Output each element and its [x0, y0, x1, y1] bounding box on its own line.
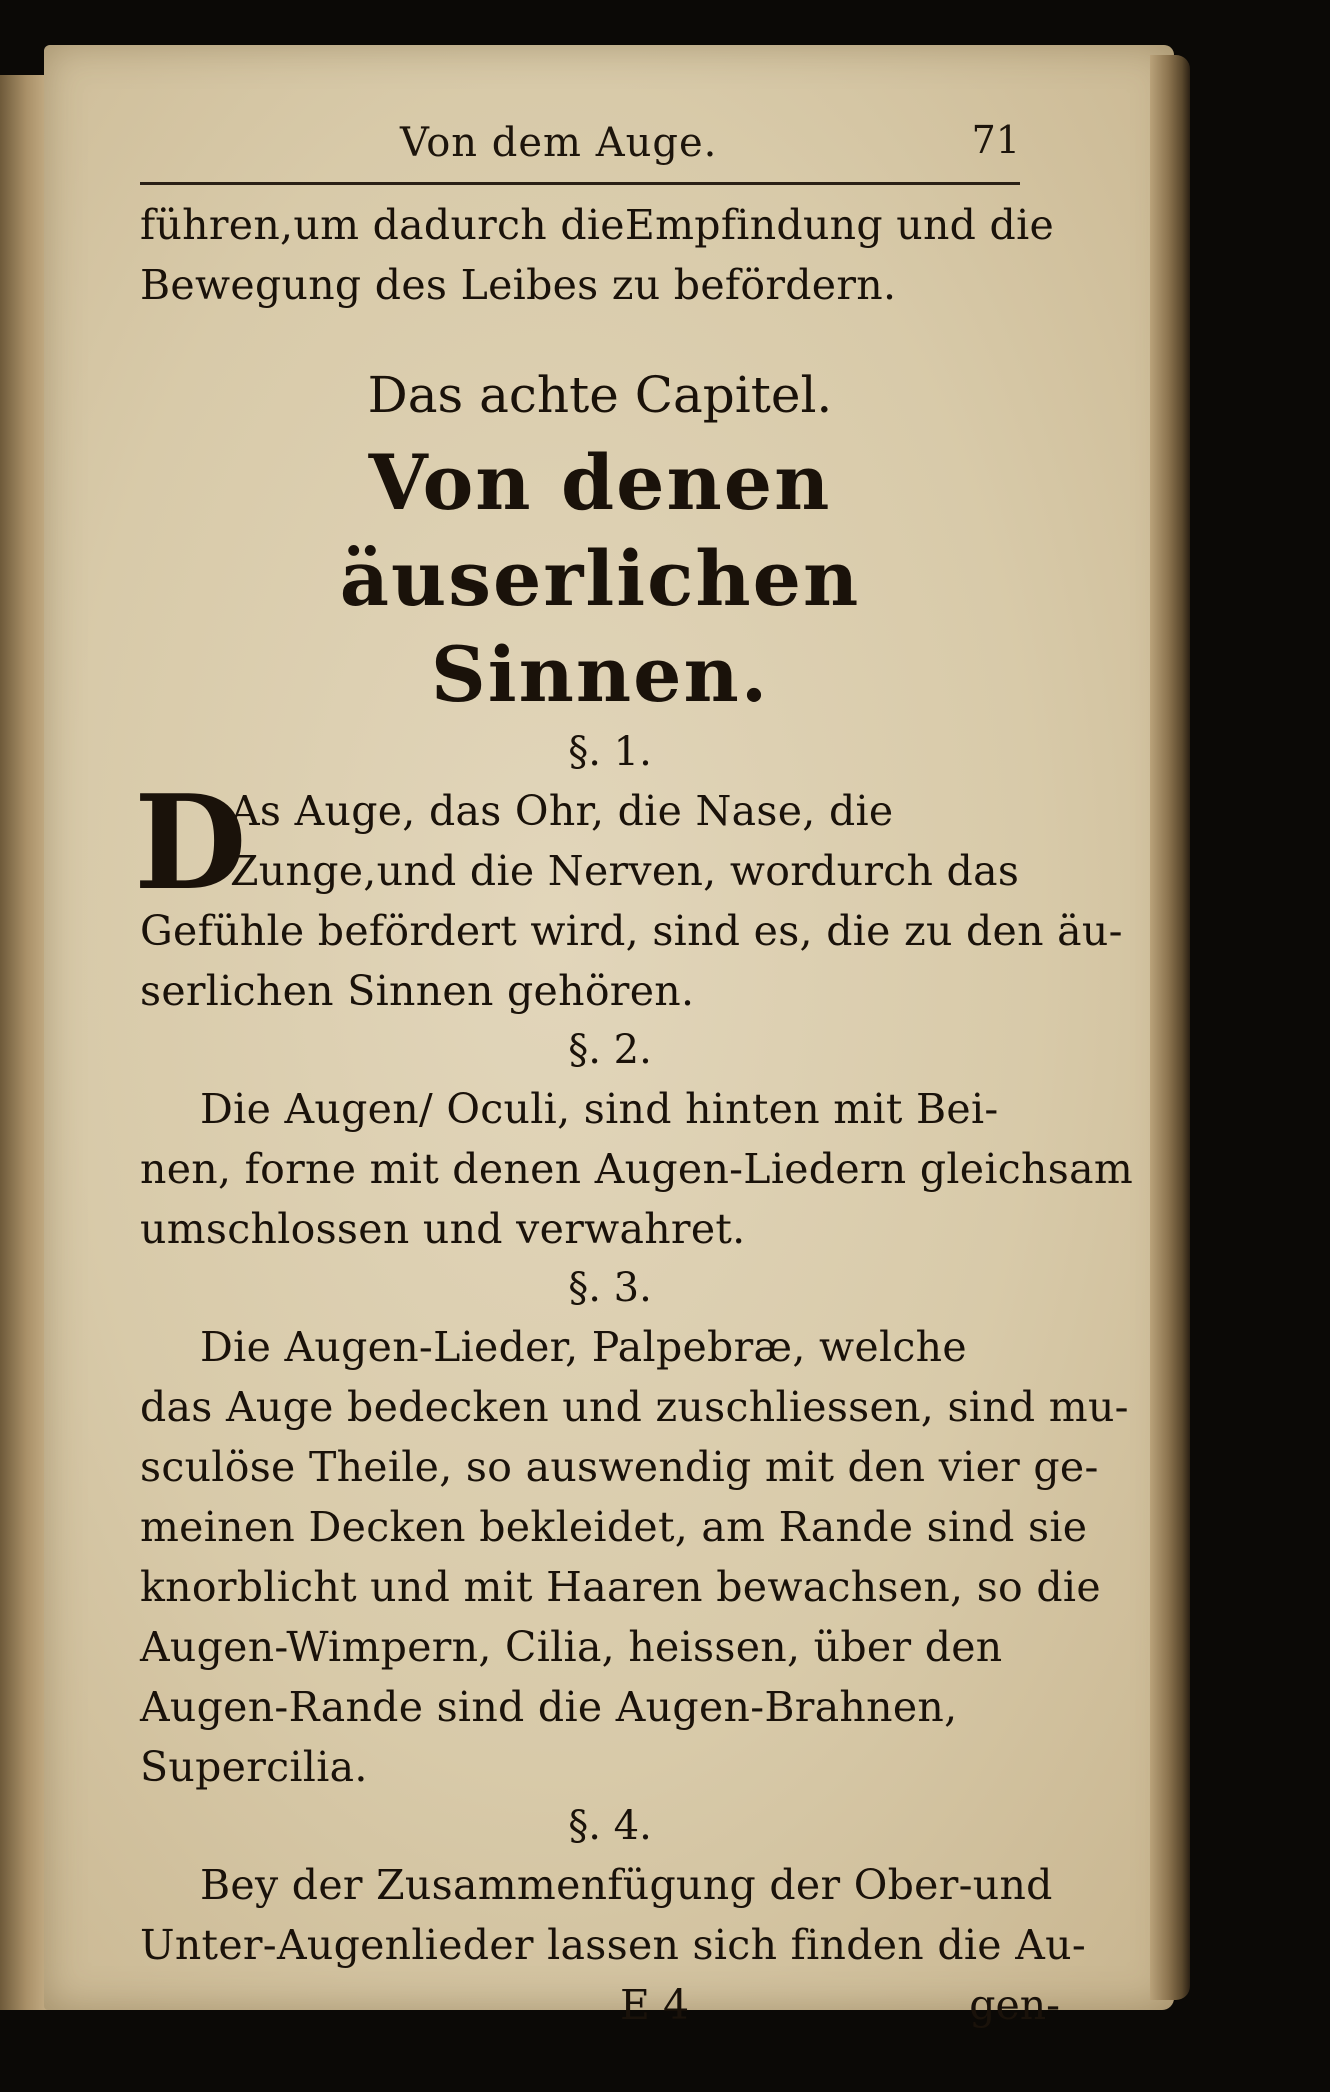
- text-line: nen, forne mit denen Augen-Liedern gleichsam: [140, 1145, 1134, 1193]
- text-line: sculöse Theile, so auswendig mit den vier ge-: [140, 1443, 1099, 1491]
- text-line: knorblicht und mit Haaren bewachsen, so die: [140, 1563, 1101, 1611]
- text-line: Augen-Wimpern, Cilia, heissen, über den: [140, 1623, 1003, 1671]
- text-line: Die Augen-Lieder, Palpebræ, welche: [200, 1323, 967, 1371]
- text-line: Gefühle befördert wird, sind es, die zu den äu-: [140, 907, 1123, 955]
- text-line: Unter-Augenlieder lassen sich finden die Au-: [140, 1921, 1086, 1969]
- section-mark: §. 3.: [568, 1265, 652, 1311]
- facing-page-edge: [0, 75, 48, 2010]
- page-number: 71: [971, 118, 1020, 162]
- text-line: Die Augen/ Oculi, sind hinten mit Bei-: [200, 1085, 999, 1133]
- text-line: As Auge, das Ohr, die Nase, die: [230, 787, 894, 835]
- text-line: Bey der Zusammenfügung der Ober-und: [200, 1861, 1053, 1909]
- section-1-paragraph: [134, 766, 1123, 1021]
- section-mark: §. 2.: [568, 1027, 652, 1073]
- text-block: [134, 195, 1134, 2035]
- page-stack-edge: [1150, 55, 1190, 2000]
- text-line: Bewegung des Leibes zu befördern.: [140, 261, 897, 309]
- text-line: serlichen Sinnen gehören.: [140, 967, 695, 1015]
- footer-row: [140, 1975, 1060, 2035]
- chapter-title-line: Von denen äuserlichen: [339, 438, 861, 623]
- section-mark: §. 1.: [568, 729, 652, 775]
- section-mark: §. 4.: [568, 1803, 652, 1849]
- catchword: gen-: [969, 1981, 1060, 2029]
- running-head: Von dem Auge.: [400, 120, 718, 166]
- chapter-title-line: Sinnen.: [430, 630, 770, 719]
- chapter-label: Das achte Capitel.: [367, 366, 833, 424]
- text-line: das Auge bedecken und zuschliessen, sind mu-: [140, 1383, 1129, 1431]
- drop-initial: D: [134, 766, 247, 919]
- text-line: Supercilia.: [140, 1743, 368, 1791]
- text-line: umschlossen und verwahret.: [140, 1205, 746, 1253]
- text-line: meinen Decken bekleidet, am Rande sind sie: [140, 1503, 1088, 1551]
- text-line: führen,um dadurch dieEmpfindung und die: [140, 201, 1055, 249]
- signature-mark: E 4: [620, 1981, 690, 2029]
- text-line: Zunge,und die Nerven, wordurch das: [230, 847, 1020, 895]
- text-line: Augen-Rande sind die Augen-Brahnen,: [140, 1683, 958, 1731]
- header-rule: [140, 182, 1020, 185]
- page-header: [140, 110, 1020, 180]
